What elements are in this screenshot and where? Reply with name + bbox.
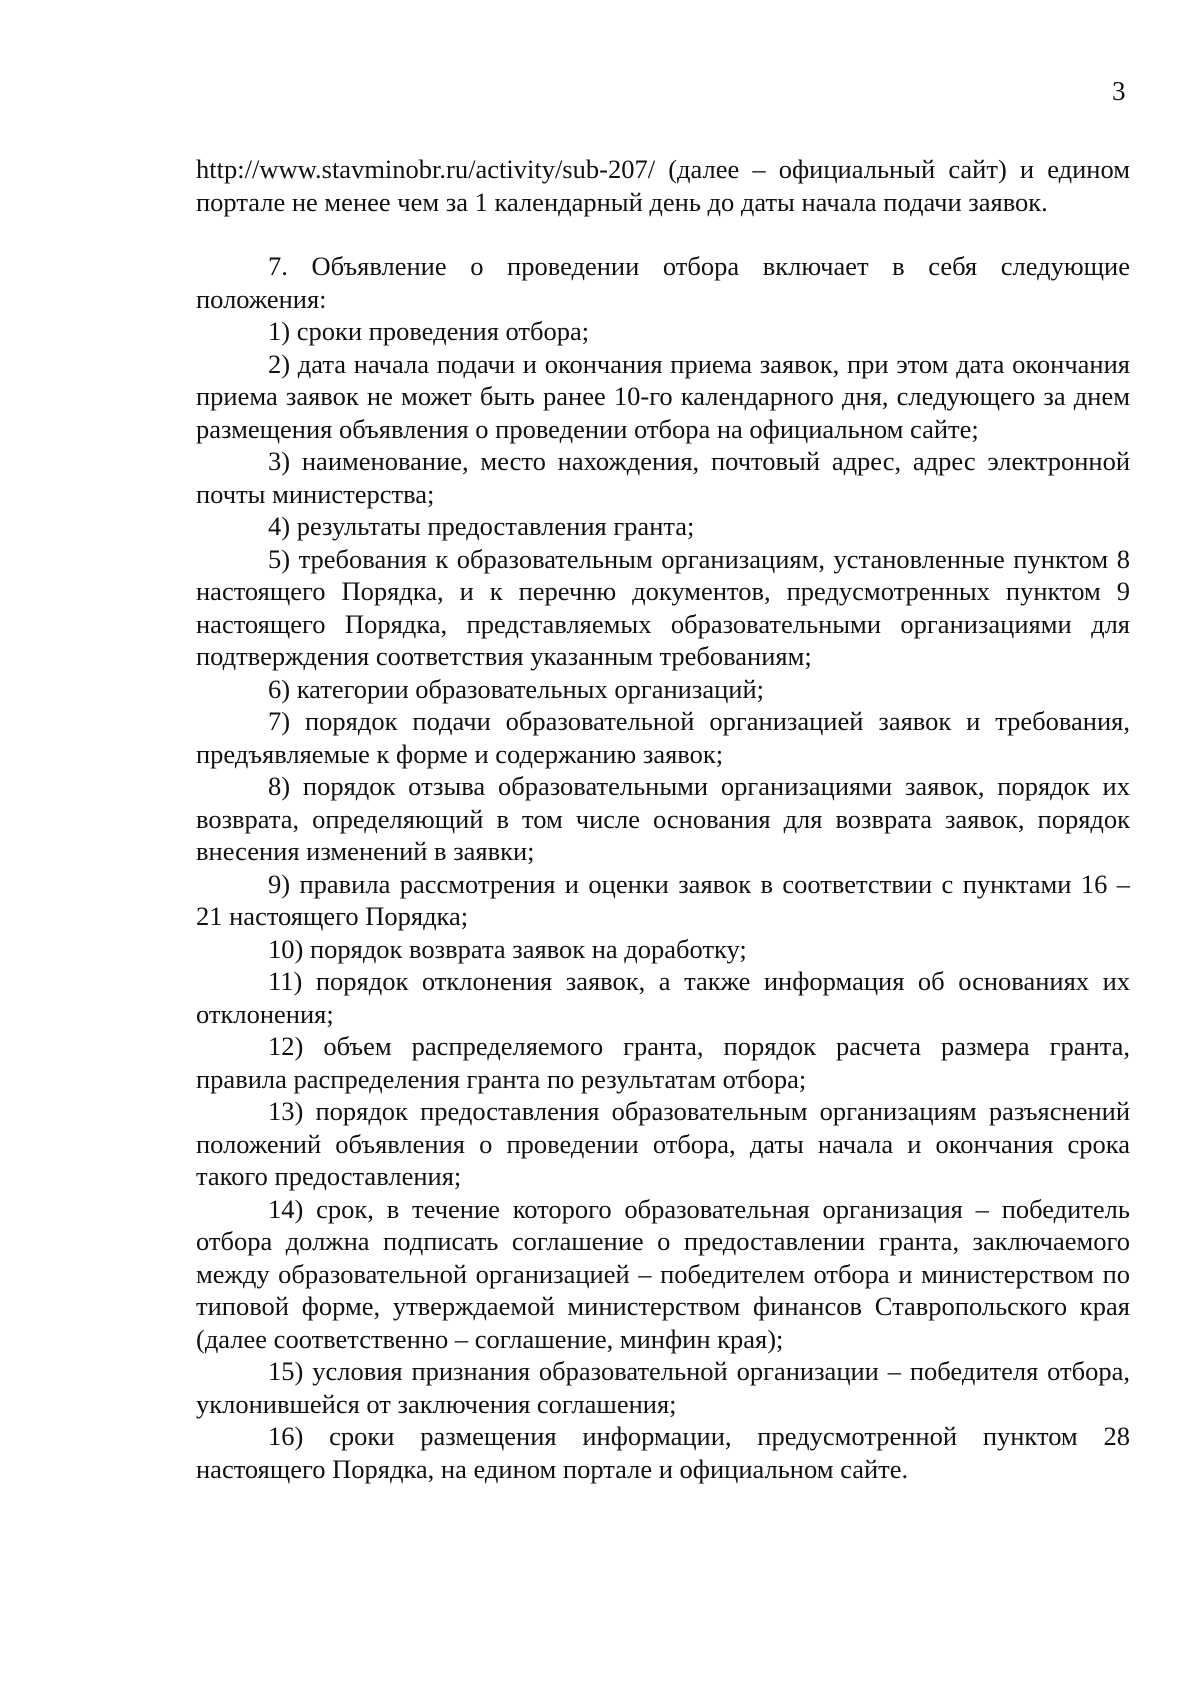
list-item-10: 10) порядок возврата заявок на доработку; — [268, 933, 747, 964]
list-item-9: 9) правила рассмотрения и оценки заявок в соответствии с пунктами 16 – 21 настоящего Порядка; — [196, 868, 1130, 931]
list-item-16: 16) сроки размещения информации, предусмотренной пунктом 28 настоящего Порядка, на едином портале и официальном сайте. — [196, 1421, 1130, 1484]
list-item-5: 5) требования к образовательным организациям, установленные пунктом 8 настоящего Порядка, и к перечню документов, предусмотренных пунктом 9 настоящего Порядка, представляемых образовательными организациями для подтверждения соответствия указанным требованиям; — [196, 543, 1130, 671]
list-item-8: 8) порядок отзыва образовательными организациями заявок, порядок их возврата, определяющий в том числе основания для возврата заявок, порядок внесения изменений в заявки; — [196, 771, 1130, 866]
list-item-2: 2) дата начала подачи и окончания приема заявок, при этом дата окончания приема заявок не может быть ранее 10-го календарного дня, следующего за днем размещения объявления о проведении отбора на официальном сайте; — [196, 348, 1130, 444]
list-item-7: 7) порядок подачи образовательной организацией заявок и требования, предъявляемые к форме и содержанию заявок; — [196, 706, 1130, 769]
list-item-15: 15) условия признания образовательной организации – победителя отбора, уклонившейся от заключения соглашения; — [196, 1356, 1130, 1419]
list-item-4: 4) результаты предоставления гранта; — [268, 511, 695, 541]
list-item-3: 3) наименование, место нахождения, почтовый адрес, адрес электронной почты министерства; — [196, 446, 1130, 509]
paragraph-item-7: 7. Объявление о проведении отбора включает в себя следующие положения: — [196, 251, 1130, 314]
list-item-6: 6) категории образовательных организаций; — [268, 673, 764, 704]
list-item-14: 14) срок, в течение которого образовательная организация – победитель отбора должна подписать соглашение о предоставлении гранта, заключаемого между образовательной организацией – победителем отбора и министерством по типовой форме, утверждаемой министерством финансов Ставропольского края (далее соответственно – соглашение, минфин края); — [196, 1193, 1130, 1354]
list-item-12: 12) объем распределяемого гранта, порядок расчета размера гранта, правила распределения гранта по результатам отбора; — [196, 1031, 1130, 1094]
list-item-1: 1) сроки проведения отбора; — [268, 316, 590, 346]
document-body — [196, 153, 1130, 1485]
list-item-11: 11) порядок отклонения заявок, а также информация об основаниях их отклонения; — [196, 966, 1130, 1029]
paragraph-continuation: http://www.stavminobr.ru/activity/sub-207/ (далее – официальный сайт) и едином портале не менее чем за 1 календарный день до даты начала подачи заявок. — [196, 154, 1130, 217]
page-number: 3 — [1112, 76, 1126, 106]
list-item-13: 13) порядок предоставления образовательным организациям разъяснений положений объявления о проведении отбора, даты начала и окончания срока такого предоставления; — [196, 1096, 1130, 1191]
